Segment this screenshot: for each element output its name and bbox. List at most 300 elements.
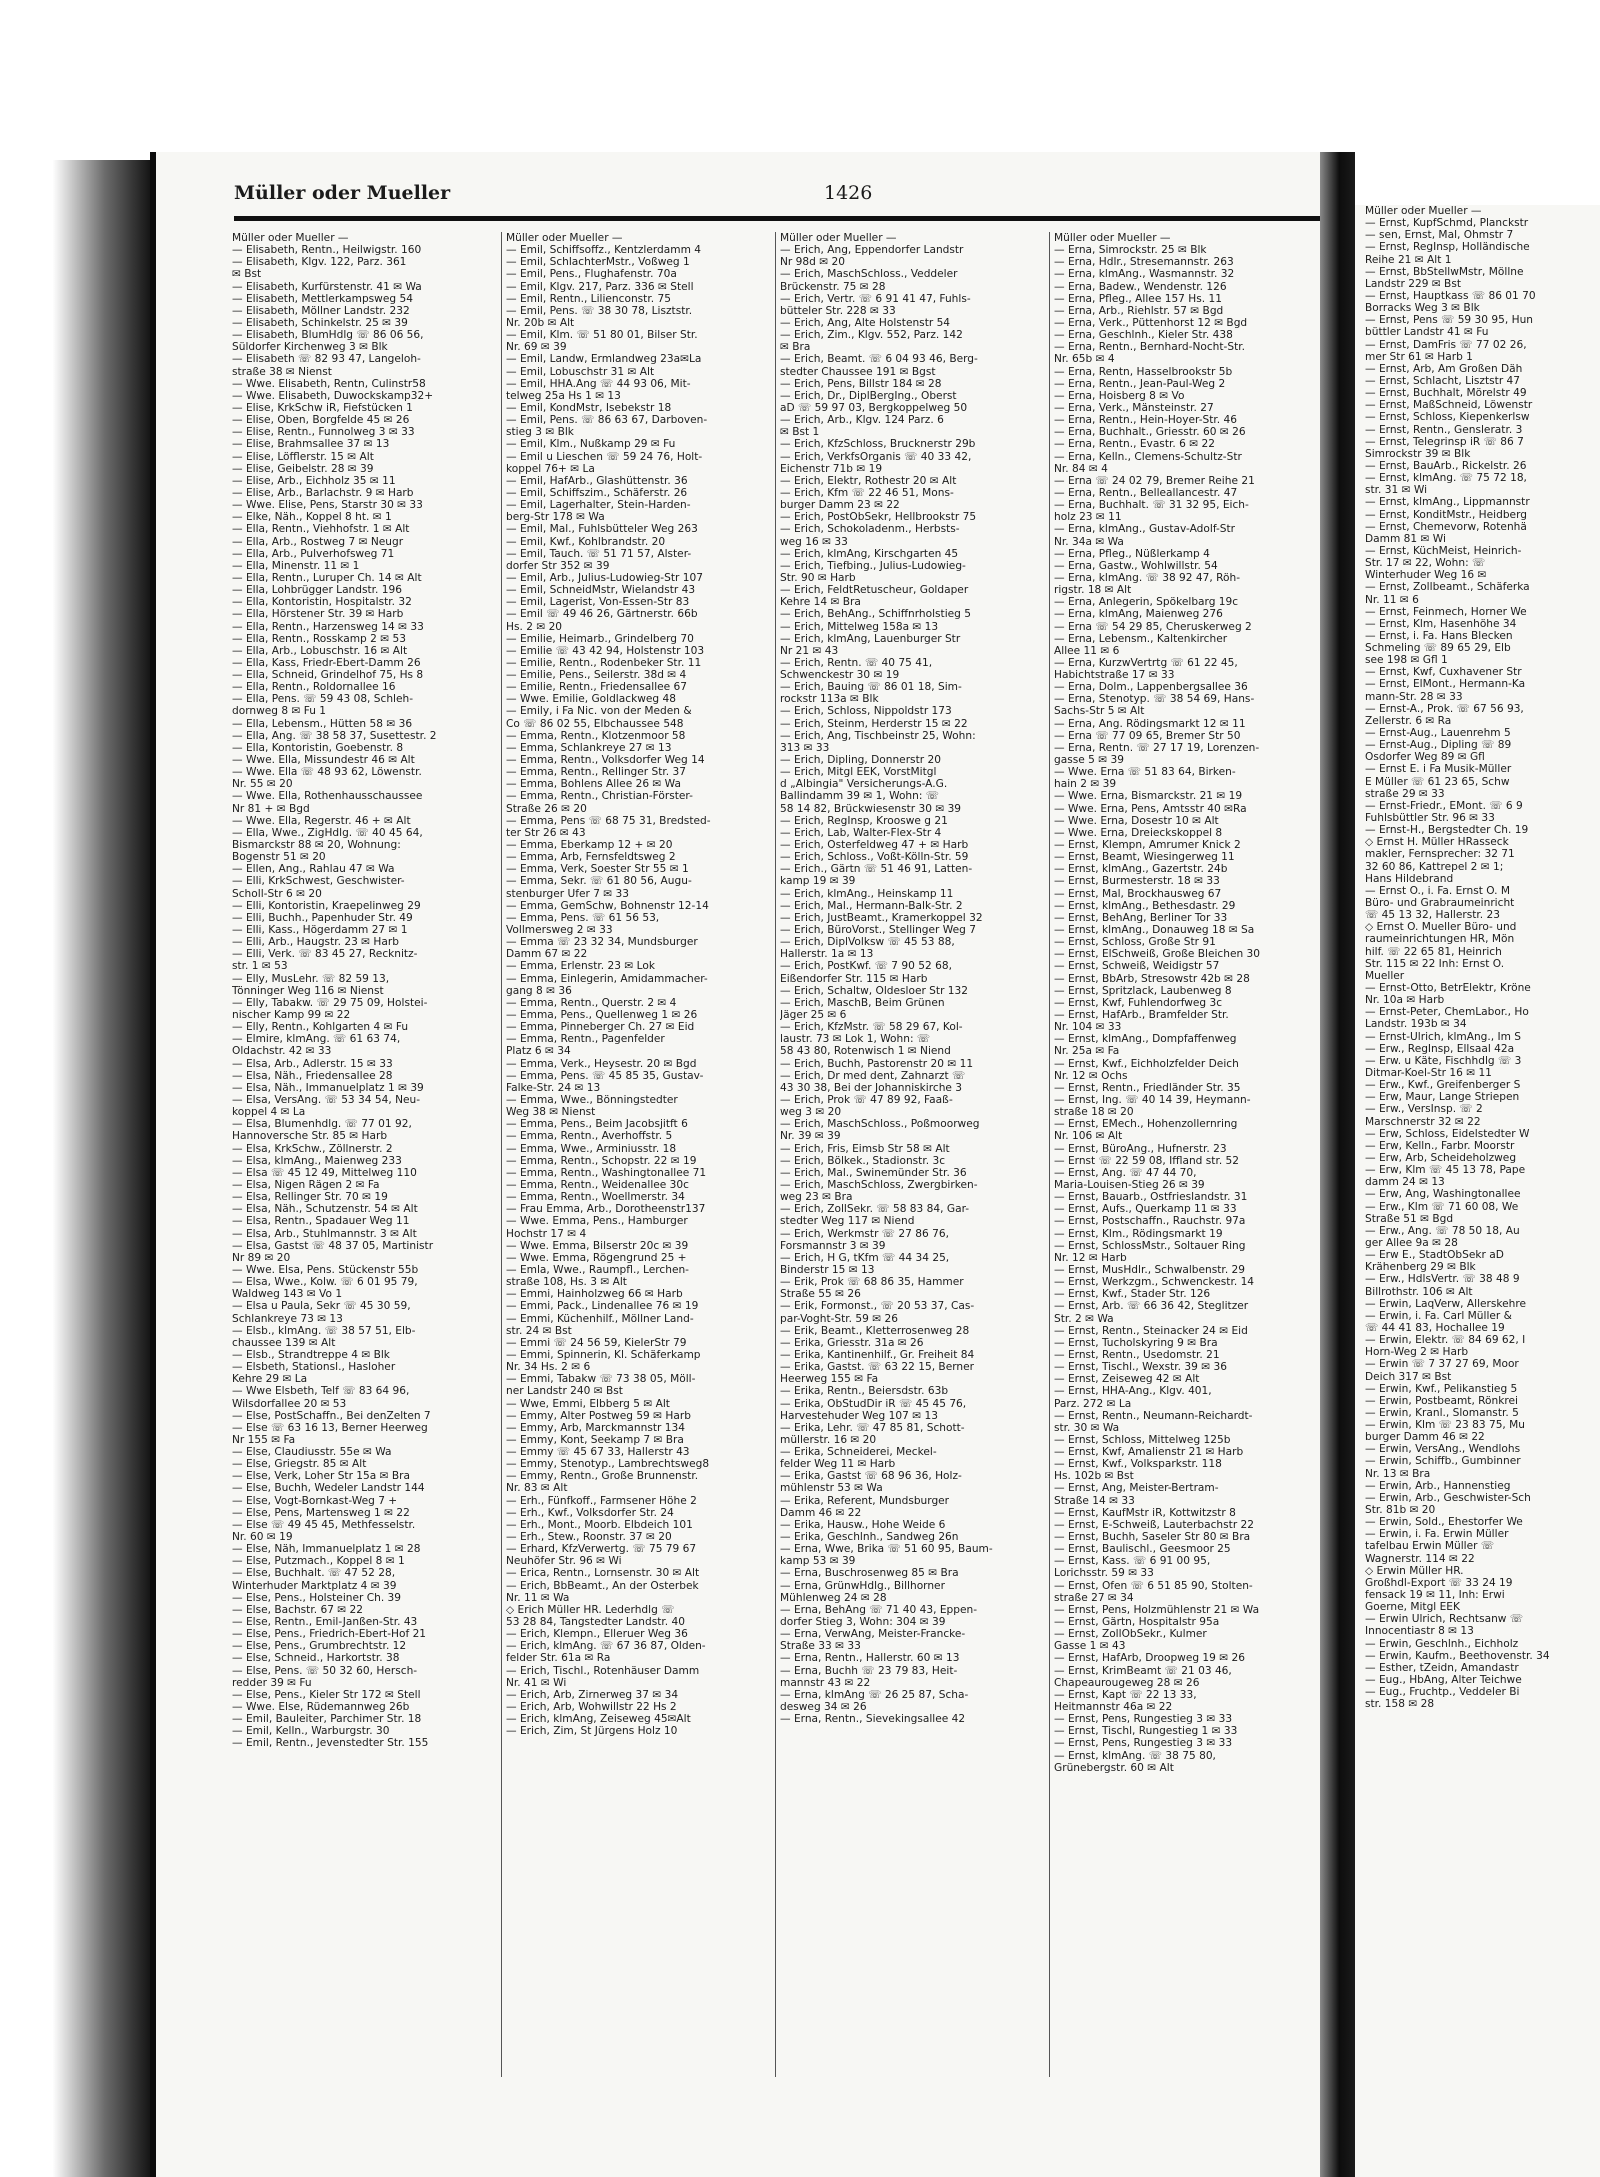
directory-entry: Fuhlsbüttler Str. 96 ✉ 33: [1365, 812, 1495, 825]
directory-entry: Straße 51 ✉ Bgd: [1365, 1212, 1454, 1225]
directory-entry: — Erwin, Arb., Hannenstieg: [1365, 1479, 1511, 1492]
directory-entry: — Erich, Fris, Eimsb Str 58 ✉ Alt: [780, 1142, 950, 1155]
directory-entry: — Erika, Gastst. ☏ 63 22 15, Berner: [780, 1361, 974, 1374]
directory-entry: — Erika, Lehr. ☏ 47 85 81, Schott-: [780, 1421, 965, 1434]
directory-entry: — Ella, Rentn., Viehhofstr. 1 ✉ Alt: [232, 523, 410, 536]
directory-entry: Marschnerstr 32 ✉ 22: [1365, 1115, 1481, 1128]
directory-entry: — Erich, MaschB, Beim Grünen: [780, 996, 945, 1009]
directory-entry: — Erwin, Klm ☏ 23 83 75, Mu: [1365, 1419, 1526, 1432]
directory-entry: — Erwin, Schiffb., Gumbinner: [1365, 1455, 1521, 1468]
directory-entry: weg 16 ✉ 33: [780, 535, 848, 548]
directory-entry: — Erich, Mal., Swinemünder Str. 36: [780, 1166, 967, 1179]
directory-entry: — Wwe. Ella ☏ 48 93 62, Löwenstr.: [232, 766, 422, 779]
directory-entry: büttler Landstr 41 ✉ Fu: [1365, 326, 1489, 339]
directory-entry: — Ernst, Schloss, Mittelweg 125b: [1054, 1433, 1231, 1446]
directory-entry: — Else, Claudiusstr. 55e ✉ Wa: [232, 1446, 392, 1459]
directory-entry: — Elise, Oben, Borgfelde 45 ✉ 26: [232, 414, 410, 427]
directory-entry: — Ella, Arb., Rostweg 7 ✉ Neugr: [232, 535, 404, 548]
directory-entry: ner Landstr 240 ✉ Bst: [506, 1385, 623, 1398]
directory-entry: dorfer Str 352 ✉ 39: [506, 559, 610, 572]
directory-entry: 313 ✉ 33: [780, 741, 830, 754]
directory-entry: — Emmi, Spinnerin, Kl. Schäferkamp: [506, 1348, 701, 1361]
directory-entry: — Ernst, SchlossMstr., Soltauer Ring: [1054, 1239, 1246, 1252]
directory-entry: Süldorfer Kirchenweg 3 ✉ Blk: [232, 341, 388, 354]
scanner-edge-shadow: [0, 160, 150, 2177]
directory-entry: — Ernst, MaßSchneid, Löwenstr: [1365, 399, 1533, 412]
directory-entry: — Erwin Ulrich, Rechtsanw ☏: [1365, 1613, 1524, 1626]
directory-entry: str. 30 ✉ Wa: [1054, 1421, 1120, 1434]
directory-entry: Bogenstr 51 ✉ 20: [232, 851, 326, 864]
directory-entry: Neuhöfer Str. 96 ✉ Wi: [506, 1555, 622, 1568]
directory-entry: Eichenstr 71b ✉ 19: [780, 462, 883, 475]
directory-entry: — Erich, KfzSchloss, Brucknerstr 29b: [780, 438, 976, 451]
directory-entry: — Erwin ☏ 7 37 27 69, Moor: [1365, 1358, 1519, 1371]
directory-entry: — Erik, Prok ☏ 68 86 35, Hammer: [780, 1276, 964, 1289]
directory-entry: — Emil, Lagerhalter, Stein-Harden-: [506, 499, 691, 512]
directory-entry: — Erna, Kelln., Clemens-Schultz-Str: [1054, 450, 1242, 463]
directory-column-3: [780, 232, 1048, 1725]
directory-entry: par-Voght-Str. 59 ✉ 26: [780, 1312, 898, 1325]
directory-entry: — Ellen, Ang., Rahlau 47 ✉ Wa: [232, 863, 395, 876]
directory-entry: — Erwin, i. Fa. Erwin Müller: [1365, 1528, 1509, 1541]
directory-entry: mühlenstr 53 ✉ Wa: [780, 1482, 883, 1495]
directory-entry: — Emma, Rentn., Rellinger Str. 37: [506, 766, 686, 779]
directory-entry: — Erna, Rentn., Belleallancestr. 47: [1054, 486, 1238, 499]
directory-entry: — Emma, Pens., Beim Jacobsjitft 6: [506, 1118, 688, 1131]
directory-entry: — Emil, Klm. ☏ 51 80 01, Bilser Str.: [506, 329, 698, 342]
directory-entry: — Ernst, Gärtn, Hospitalstr 95a: [1054, 1616, 1220, 1629]
directory-entry: holz 23 ✉ 11: [1054, 511, 1122, 524]
directory-entry: — Erich, Bauing ☏ 86 01 18, Sim-: [780, 681, 962, 694]
directory-entry: — Emma, Schlankreye 27 ✉ 13: [506, 741, 672, 754]
directory-entry: — Ernst, Tischl., Wexstr. 39 ✉ 36: [1054, 1361, 1227, 1374]
directory-entry: — Ernst, klmAng. ☏ 75 72 18,: [1365, 472, 1527, 485]
directory-entry: — Emil, Kelln., Warburgstr. 30: [232, 1725, 390, 1738]
directory-entry: Weg 38 ✉ Nienst: [506, 1106, 596, 1119]
directory-entry: Schwenckestr 30 ✉ 19: [780, 669, 900, 682]
directory-entry: Nr. 11 ✉ 6: [1365, 593, 1419, 606]
directory-entry: Nr 81 + ✉ Bgd: [232, 802, 310, 815]
directory-entry: — Erika, Griesstr. 31a ✉ 26: [780, 1336, 924, 1349]
directory-column-4: [1054, 232, 1322, 1774]
directory-entry: — Emil ☏ 49 46 26, Gärtnerstr. 66b: [506, 608, 698, 621]
directory-entry: mannstr 43 ✉ 22: [780, 1676, 871, 1689]
directory-entry: — Emilie, Rentn., Friedensallee 67: [506, 681, 688, 694]
directory-entry: chaussee 139 ✉ Alt: [232, 1336, 336, 1349]
directory-entry: Horn-Weg 2 ✉ Harb: [1365, 1346, 1469, 1359]
directory-entry: — Ernst, ElMont., Hermann-Ka: [1365, 678, 1526, 691]
directory-entry: — Else, Pens., Holsteiner Ch. 39: [232, 1591, 402, 1604]
directory-entry: — Wwe. Erna, Bismarckstr. 21 ✉ 19: [1054, 790, 1243, 803]
directory-entry: — Erna, Gastw., Wohlwillstr. 54: [1054, 559, 1218, 572]
directory-entry: — Ernst, Pens, Rungestieg 3 ✉ 33: [1054, 1713, 1233, 1726]
directory-entry: Co ☏ 86 02 55, Elbchaussee 548: [506, 717, 684, 730]
directory-entry: — Erich, Prok ☏ 47 89 92, Faaß-: [780, 1093, 953, 1106]
directory-entry: 53 28 84, Tangstedter Landstr. 40: [506, 1616, 685, 1629]
directory-entry: 58 43 80, Rotenwisch 1 ✉ Niend: [780, 1045, 951, 1058]
directory-entry: Hochstr 17 ✉ 4: [506, 1227, 587, 1240]
directory-entry: — Erna, Buchh ☏ 23 79 83, Heit-: [780, 1664, 958, 1677]
directory-entry: — Erik, Formonst., ☏ 20 53 37, Cas-: [780, 1300, 975, 1313]
directory-entry: — Erich, Klempn., Elleruer Weg 36: [506, 1628, 688, 1641]
directory-entry: — Wwe. Ella, Rothenhausschaussee: [232, 790, 423, 803]
page-header: [234, 178, 1314, 214]
directory-entry: — Emmi ☏ 24 56 59, KielerStr 79: [506, 1336, 687, 1349]
directory-entry: — Erich, Werkmstr ☏ 27 86 76,: [780, 1227, 949, 1240]
directory-entry: Nr. 25a ✉ Fa: [1054, 1045, 1120, 1058]
directory-entry: — Ernst, Tischl, Rungestieg 1 ✉ 33: [1054, 1725, 1238, 1738]
directory-entry: — Emma, Rentn., Klotzenmoor 58: [506, 729, 686, 742]
directory-entry: — Emma ☏ 23 32 34, Mundsburger: [506, 936, 698, 949]
directory-entry: — Erw, Ang, Washingtonallee: [1365, 1188, 1521, 1201]
directory-entry: — Erw., Ang. ☏ 78 50 18, Au: [1365, 1224, 1520, 1237]
directory-entry: — Elsa ☏ 45 12 49, Mittelweg 110: [232, 1166, 417, 1179]
directory-entry: — Else, Schneid., Harkortstr. 38: [232, 1652, 400, 1665]
directory-entry: nischer Kamp 99 ✉ 22: [232, 1009, 351, 1021]
directory-entry: — Else ☏ 49 45 45, Methfesselstr.: [232, 1518, 416, 1531]
directory-entry: — Erik, Beamt., Kletterrosenweg 28: [780, 1324, 970, 1337]
facing-page-column: [1365, 205, 1600, 1710]
directory-entry: — Erna, Pfleg., Nüßlerkamp 4: [1054, 547, 1210, 560]
directory-entry: — Ernst, Kwf, Cuxhavener Str: [1365, 666, 1522, 679]
directory-entry: — Erich, Ang, Alte Holstenstr 54: [780, 316, 951, 329]
directory-entry: — Erna, Verk., Mänsteinstr. 27: [1054, 401, 1214, 414]
directory-entry: — Elli, Arb., Haugstr. 23 ✉ Harb: [232, 936, 399, 949]
directory-entry: Osdorfer Weg 89 ✉ Gfl: [1365, 751, 1485, 764]
directory-entry: — Ernst, Tucholskyring 9 ✉ Bra: [1054, 1336, 1218, 1349]
directory-entry: — Ernst-Ulrich, klmAng., Im S: [1365, 1030, 1522, 1043]
directory-entry: — Elisabeth, Rentn., Heilwigstr. 160: [232, 244, 422, 257]
directory-entry: Winterhuder Marktplatz 4 ✉ 39: [232, 1579, 397, 1592]
directory-entry: — Elsb., Strandtreppe 4 ✉ Blk: [232, 1348, 390, 1361]
directory-entry: — Ernst, Ang. ☏ 47 44 70,: [1054, 1166, 1197, 1179]
column-heading: Müller oder Mueller —: [1365, 205, 1482, 217]
directory-entry: Straße 14 ✉ 33: [1054, 1494, 1135, 1507]
directory-entry: — Elise, Arb., Barlachstr. 9 ✉ Harb: [232, 486, 414, 499]
directory-entry: Nr. 69 ✉ 39: [506, 341, 567, 354]
directory-entry: — Erna, Geschlnh., Kieler Str. 438: [1054, 329, 1233, 342]
directory-entry: — Elli, Buchh., Papenhuder Str. 49: [232, 911, 413, 924]
directory-entry: felder Weg 11 ✉ Harb: [780, 1458, 896, 1471]
directory-entry: — sen, Ernst, Mal, Ohmstr 7: [1365, 229, 1514, 242]
directory-entry: Eißendorfer Str. 115 ✉ Harb: [780, 972, 928, 985]
directory-entry: — Erw., Kwf., Greifenberger S: [1365, 1079, 1521, 1092]
directory-entry: — Erich, Dr med dent, Zahnarzt ☏: [780, 1069, 966, 1082]
directory-entry: Nr. 34 Hs. 2 ✉ 6: [506, 1361, 591, 1374]
directory-entry: — Emma, Pens ☏ 68 75 31, Bredsted-: [506, 814, 711, 827]
directory-entry: Billrothstr. 106 ✉ Alt: [1365, 1285, 1473, 1298]
directory-column-2: [506, 232, 774, 1737]
directory-entry: — Ernst, Klm., Rödingsmarkt 19: [1054, 1227, 1223, 1240]
directory-entry: — Erh., Stew., Roonstr. 37 ✉ 20: [506, 1531, 672, 1544]
directory-entry: — Ernst, Rentn., Steinacker 24 ✉ Eid: [1054, 1324, 1248, 1337]
directory-entry: — Emilie ☏ 43 42 94, Holstenstr 103: [506, 644, 705, 657]
directory-entry: — Erich, Tischl., Rotenhäuser Damm: [506, 1664, 700, 1677]
directory-entry: — Ernst, klmAng., Lippmannstr: [1365, 496, 1530, 509]
directory-entry: — Ernst, Schlacht, Lisztstr 47: [1365, 374, 1521, 387]
directory-entry: — Else, PostSchaffn., Bei denZelten 7: [232, 1409, 431, 1422]
directory-entry: — Erich, klmAng., Heinskamp 11: [780, 887, 954, 900]
directory-entry: — Erich, KfzMstr. ☏ 58 29 67, Kol-: [780, 1021, 963, 1034]
directory-entry: Borracks Weg 3 ✉ Blk: [1365, 302, 1480, 315]
directory-entry: — Erich, Ang, Eppendorfer Landstr: [780, 244, 964, 257]
directory-entry: — Emma, Rentn., Volksdorfer Weg 14: [506, 754, 705, 767]
directory-entry: — Erich, Dr., DiplBergIng., Oberst: [780, 389, 957, 402]
directory-entry: see 198 ✉ Gfl 1: [1365, 654, 1448, 667]
directory-entry: Deich 317 ✉ Bst: [1365, 1370, 1452, 1383]
directory-entry: — Erika, Gastst ☏ 68 96 36, Holz-: [780, 1470, 962, 1483]
directory-entry: — Emma, Verk, Soester Str 55 ✉ 1: [506, 863, 689, 876]
directory-entry: — Erna, KurzwVertrtg ☏ 61 22 45,: [1054, 656, 1238, 669]
directory-entry: — Erna, Badew., Wendenstr. 126: [1054, 280, 1227, 293]
directory-entry: Kehre 14 ✉ Bra: [780, 596, 861, 609]
directory-entry: — Ernst, Feinmech, Horner We: [1365, 605, 1527, 618]
directory-entry: — Ernst, Buchhalt, Mörelstr 49: [1365, 387, 1527, 400]
directory-entry: — Emmy, Alter Postweg 59 ✉ Harb: [506, 1409, 691, 1422]
directory-entry: Chapeaurougeweg 28 ✉ 26: [1054, 1676, 1200, 1689]
directory-entry: — Erna, Hdlr., Stresemannstr. 263: [1054, 256, 1234, 269]
directory-entry: — Emily, i Fa Nic. von der Meden &: [506, 705, 692, 718]
directory-entry: — Erich, RegInsp, Krooswe g 21: [780, 814, 948, 827]
directory-entry: — Emilie, Pens., Seilerstr. 38d ✉ 4: [506, 669, 687, 682]
directory-entry: koppel 76+ ✉ La: [506, 462, 595, 475]
directory-entry: — Emil, Pens., Flughafenstr. 70a: [506, 268, 677, 281]
directory-entry: — Erich, Elektr, Rothestr 20 ✉ Alt: [780, 474, 957, 487]
directory-entry: mer Str 61 ✉ Harb 1: [1365, 350, 1473, 363]
directory-entry: bütteler Str. 228 ✉ 33: [780, 304, 896, 317]
directory-entry: Mueller: [1365, 969, 1405, 982]
directory-entry: — Ernst O., i. Fa. Ernst O. M: [1365, 884, 1511, 897]
directory-entry: fensack 19 ✉ 11, Inh: Erwi: [1365, 1589, 1505, 1602]
directory-entry: — Emma, Eberkamp 12 + ✉ 20: [506, 839, 673, 852]
directory-entry: Nr. 41 ✉ Wi: [506, 1676, 567, 1689]
directory-entry: Str. 17 ✉ 22, Wohn: ☏: [1365, 557, 1486, 570]
directory-entry: Ballindamm 39 ✉ 1, Wohn: ☏: [780, 790, 940, 803]
directory-entry: — Erna, Pfleg., Allee 157 Hs. 11: [1054, 292, 1222, 305]
directory-entry: — Else, Pens., Kieler Str 172 ✉ Stell: [232, 1688, 421, 1701]
directory-entry: — Ernst, Klm, Hasenhöhe 34: [1365, 617, 1517, 630]
directory-entry: weg 23 ✉ Bra: [780, 1191, 853, 1204]
directory-entry: makler, Fernsprecher: 32 71: [1365, 848, 1515, 861]
directory-entry: — Erich, Steinm, Herderstr 15 ✉ 22: [780, 717, 968, 730]
directory-entry: — Emil, SchlachterMstr., Voßweg 1: [506, 256, 690, 269]
directory-entry: — Emma, Wwe., Arminiusstr. 18: [506, 1142, 677, 1155]
directory-entry: — Emma, Einlegerin, Amidammacher-: [506, 972, 708, 985]
directory-entry: — Erna, Wwe, Brika ☏ 51 60 95, Baum-: [780, 1543, 993, 1556]
column-heading: Müller oder Mueller —: [780, 232, 897, 244]
directory-entry: — Ernst, Kwf., Eichholzfelder Deich: [1054, 1057, 1239, 1070]
directory-entry: — Ernst, Buchh, Saseler Str 80 ✉ Bra: [1054, 1531, 1251, 1544]
directory-entry: straße 29 ✉ 33: [1365, 787, 1445, 800]
directory-entry: — Emil, Tauch. ☏ 51 71 57, Alster-: [506, 547, 692, 560]
directory-entry: — Erich, MaschSchloss, Zwergbirken-: [780, 1178, 978, 1191]
directory-entry: — Wwe Elsbeth, Telf ☏ 83 64 96,: [232, 1385, 410, 1398]
directory-entry: hain 2 ✉ 39: [1054, 778, 1117, 791]
directory-entry: — Elise, KrkSchw iR, Fiefstücken 1: [232, 401, 413, 414]
directory-entry: — Ella, Lohbrügger Landstr. 196: [232, 584, 403, 597]
column-rule: [1049, 232, 1050, 2077]
directory-entry: — Erna, Stenotyp. ☏ 38 54 69, Hans-: [1054, 693, 1255, 706]
directory-entry: — Erw., VersInsp. ☏ 2: [1365, 1103, 1483, 1116]
directory-entry: Zellerstr. 6 ✉ Ra: [1365, 714, 1452, 727]
directory-entry: — Ella, Arb., Lobuschstr. 16 ✉ Alt: [232, 644, 408, 657]
directory-entry: E Müller ☏ 61 23 65, Schw: [1365, 775, 1510, 788]
directory-entry: — Ernst, Aufs., Querkamp 11 ✉ 33: [1054, 1203, 1237, 1216]
directory-entry: — Erna, VerwAng, Meister-Francke-: [780, 1628, 966, 1641]
directory-entry: Harvestehuder Weg 107 ✉ 13: [780, 1409, 938, 1422]
directory-entry: — Erich, Bölkek., Stadionstr. 3c: [780, 1154, 946, 1167]
directory-entry: — Wwe. Else, Rüdemannweg 26b: [232, 1701, 410, 1714]
directory-entry: koppel 4 ✉ La: [232, 1106, 306, 1119]
directory-entry: straße 108, Hs. 3 ✉ Alt: [506, 1276, 627, 1289]
directory-entry: Hs. 2 ✉ 20: [506, 620, 563, 633]
directory-entry: — Erich, Schokoladenm., Herbsts-: [780, 523, 960, 536]
directory-entry: ✉ Bra: [780, 341, 811, 354]
directory-entry: — Erich, Tiefbing., Julius-Ludowieg-: [780, 559, 966, 572]
directory-entry: — Emmi, Tabakw ☏ 73 38 05, Möll-: [506, 1373, 696, 1386]
directory-entry: — Ernst, Kwf., Stader Str. 126: [1054, 1288, 1211, 1301]
directory-entry: — Erich, BüroVorst., Stellinger Weg 7: [780, 924, 976, 937]
directory-entry: — Erich, JustBeamt., Kramerkoppel 32: [780, 911, 983, 924]
column-heading: Müller oder Mueller —: [232, 232, 349, 244]
directory-entry: — Erich, PostObSekr, Hellbrookstr 75: [780, 511, 977, 524]
directory-entry: — Erich, klmAng. ☏ 67 36 87, Olden-: [506, 1640, 706, 1653]
directory-entry: — Ernst, Schloss, Große Str 91: [1054, 936, 1216, 949]
directory-entry: — Wwe. Emma, Rögengrund 25 +: [506, 1251, 687, 1264]
directory-entry: — Erica, Rentn., Lornsenstr. 30 ✉ Alt: [506, 1567, 700, 1580]
directory-entry: — Erna, Hoisberg 8 ✉ Vo: [1054, 389, 1185, 402]
directory-entry: — Wwe. Erna, Dosestr 10 ✉ Alt: [1054, 814, 1219, 827]
directory-entry: — Erich, H G, tKfm ☏ 44 34 25,: [780, 1251, 950, 1264]
directory-entry: — Ernst, Hauptkass ☏ 86 01 70: [1365, 289, 1536, 302]
directory-entry: — Ernst-Aug., Lauenrehm 5: [1365, 727, 1511, 740]
directory-entry: — Ella, Ang. ☏ 38 58 37, Susettestr. 2: [232, 729, 437, 742]
directory-entry: — Erich, Schloss, Nippoldstr 173: [780, 705, 952, 718]
directory-entry: — Ernst, DamFris ☏ 77 02 26,: [1365, 338, 1527, 351]
directory-entry: — Eug., HbAng, Alter Teichwe: [1365, 1674, 1522, 1687]
directory-entry: — Erw., Klm ☏ 71 60 08, We: [1365, 1200, 1519, 1213]
directory-entry: — Ernst, Ang, Meister-Bertram-: [1054, 1482, 1219, 1495]
directory-entry: — Elise, Brahmsallee 37 ✉ 13: [232, 438, 390, 451]
directory-entry: — Ernst, KrimBeamt ☏ 21 03 46,: [1054, 1664, 1232, 1677]
directory-entry: — Elise, Löfflerstr. 15 ✉ Alt: [232, 450, 374, 463]
directory-entry: — Emil, Rentn., Jevenstedter Str. 155: [232, 1737, 429, 1750]
directory-entry: — Emmy, Rentn., Große Brunnenstr.: [506, 1470, 699, 1483]
directory-entry: Nr 89 ✉ 20: [232, 1251, 291, 1264]
directory-entry: — Ernst, Kwf, Amalienstr 21 ✉ Harb: [1054, 1446, 1244, 1459]
directory-entry: — Ernst, klmAng., Dompfaffenweg: [1054, 1033, 1237, 1046]
directory-entry: ◇ Erwin Müller HR.: [1365, 1564, 1464, 1577]
directory-entry: — Elli, Kontoristin, Kraepelinweg 29: [232, 899, 421, 912]
directory-entry: — Emma, Arb, Fernsfeldtsweg 2: [506, 851, 676, 864]
directory-entry: ◇ Ernst H. Müller HRasseck: [1365, 836, 1509, 849]
directory-entry: — Emma, Rentn., Querstr. 2 ✉ 4: [506, 996, 677, 1009]
directory-entry: Str. 81b ✉ 20: [1365, 1504, 1436, 1517]
directory-entry: — Wwe. Elise, Pens, Starstr 30 ✉ 33: [232, 499, 423, 512]
directory-entry: Ditmar-Koel-Str 16 ✉ 11: [1365, 1066, 1492, 1079]
directory-entry: — Erich, klmAng, Kirschgarten 45: [780, 547, 959, 560]
directory-entry: Nr. 10a ✉ Harb: [1365, 994, 1445, 1007]
directory-entry: — Erika, Geschlnh., Sandweg 26n: [780, 1531, 959, 1544]
directory-entry: str. 31 ✉ Wi: [1365, 484, 1428, 497]
directory-entry: — Ernst, E-Schweiß, Lauterbachstr 22: [1054, 1518, 1255, 1531]
directory-entry: — Else, Putzmach., Koppel 8 ✉ 1: [232, 1555, 405, 1568]
directory-entry: Platz 6 ✉ 34: [506, 1045, 571, 1058]
directory-entry: — Ernst, Arb, Am Großen Däh: [1365, 362, 1523, 375]
directory-entry: — Erich, Arb., Klgv. 124 Parz. 6: [780, 414, 944, 427]
directory-entry: — Else, Buchhalt. ☏ 47 52 28,: [232, 1567, 396, 1580]
directory-entry: — Erich., Gärtn ☏ 51 46 91, Latten-: [780, 863, 973, 876]
directory-entry: — Ernst, KonditMstr., Heidberg: [1365, 508, 1527, 521]
directory-entry: — Emmi, Hainholzweg 66 ✉ Harb: [506, 1288, 683, 1301]
directory-entry: — Ernst, BbArb, Stresowstr 42b ✉ 28: [1054, 972, 1250, 985]
directory-entry: — Emil, Pens. ☏ 38 30 78, Lisztstr.: [506, 304, 693, 317]
directory-entry: — Erich, Zim, St Jürgens Holz 10: [506, 1725, 678, 1738]
directory-entry: Falke-Str. 24 ✉ 13: [506, 1081, 601, 1094]
directory-entry: — Erich, VerkfsOrganis ☏ 40 33 42,: [780, 450, 972, 463]
directory-entry: ✉ Bst: [232, 268, 262, 281]
directory-entry: — Ella, Rentn., Harzensweg 14 ✉ 33: [232, 620, 424, 633]
directory-entry: — Emil, Mal., Fuhlsbütteler Weg 263: [506, 523, 698, 536]
directory-entry: — Emil, Kwf., Kohlbrandstr. 20: [506, 535, 666, 548]
directory-entry: — Wwe. Erna, Dreieckskoppel 8: [1054, 826, 1223, 839]
directory-entry: straße 18 ✉ 20: [1054, 1106, 1134, 1119]
directory-entry: — Erwin, i. Fa. Carl Müller &: [1365, 1309, 1512, 1322]
directory-entry: — Elly, Rentn., Kohlgarten 4 ✉ Fu: [232, 1021, 409, 1034]
directory-entry: — Wwe, Emmi, Elbberg 5 ✉ Alt: [506, 1397, 670, 1410]
directory-entry: — Elsa, Nigen Rägen 2 ✉ Fa: [232, 1178, 380, 1191]
directory-entry: Hannoversche Str. 85 ✉ Harb: [232, 1130, 388, 1143]
directory-entry: — Emmi, Küchenhilf., Möllner Land-: [506, 1312, 694, 1325]
directory-entry: — Ernst, Kwf., Volksparkstr. 118: [1054, 1458, 1222, 1471]
directory-entry: dornweg 8 ✉ Fu 1: [232, 705, 327, 718]
directory-entry: stedter Chaussee 191 ✉ Bgst: [780, 365, 936, 378]
directory-entry: — Ernst-Otto, BetrElektr, Kröne: [1365, 982, 1531, 994]
directory-entry: — Ernst, EMech., Hohenzollernring: [1054, 1118, 1238, 1131]
directory-entry: — Elsa, Arb., Adlerstr. 15 ✉ 33: [232, 1057, 393, 1070]
directory-entry: aD ☏ 59 97 03, Bergkoppelweg 50: [780, 401, 968, 414]
directory-entry: Nr. 11 ✉ Wa: [506, 1591, 570, 1604]
directory-entry: — Erna, Lebensm., Kaltenkircher: [1054, 632, 1228, 645]
directory-entry: — Elly, MusLehr. ☏ 82 59 13,: [232, 972, 390, 985]
directory-entry: Krähenberg 29 ✉ Blk: [1365, 1261, 1476, 1274]
directory-entry: — Ernst, MusHdlr., Schwalbenstr. 29: [1054, 1263, 1246, 1276]
directory-entry: ger Allee 9a ✉ 28: [1365, 1236, 1458, 1249]
directory-entry: felder Str. 61a ✉ Ra: [506, 1652, 611, 1665]
directory-entry: — Elisabeth, Kurfürstenstr. 41 ✉ Wa: [232, 280, 422, 293]
directory-entry: Str. 115 ✉ 22 Inh: Ernst O.: [1365, 957, 1505, 970]
directory-entry: — Erna, GrünwHdlg., Billhorner: [780, 1579, 945, 1592]
directory-entry: desweg 34 ✉ 26: [780, 1701, 867, 1714]
directory-entry: Hallerstr. 1a ✉ 13: [780, 948, 874, 961]
directory-entry: ◇ Ernst O. Mueller Büro- und: [1365, 921, 1517, 934]
directory-entry: — Elsa u Paula, Sekr ☏ 45 30 59,: [232, 1300, 411, 1313]
directory-entry: — Ernst, Ing. ☏ 40 14 39, Heymann-: [1054, 1093, 1251, 1106]
directory-entry: — Erich, DiplVolksw ☏ 45 53 88,: [780, 936, 955, 949]
directory-entry: — Elsa, Näh., Immanuelplatz 1 ✉ 39: [232, 1081, 424, 1094]
directory-entry: — Elmire, klmAng. ☏ 61 63 74,: [232, 1033, 401, 1046]
directory-entry: — Elisabeth, Möllner Landstr. 232: [232, 304, 410, 317]
directory-entry: — Ella, Kontoristin, Hospitalstr. 32: [232, 596, 412, 609]
directory-entry: — Wwe. Erna, Pens, Amtsstr 40 ✉Ra: [1054, 802, 1247, 815]
directory-entry: — Esther, tZeidn, Amandastr: [1365, 1661, 1519, 1674]
directory-entry: Straße 26 ✉ 20: [506, 802, 587, 815]
directory-entry: — Erich, MaschSchloss., Poßmoorweg: [780, 1118, 980, 1131]
directory-entry: Kehre 29 ✉ La: [232, 1373, 308, 1386]
directory-entry: — Erich, Rentn. ☏ 40 75 41,: [780, 656, 933, 669]
directory-entry: — Elli, Kass., Högerdamm 27 ✉ 1: [232, 924, 408, 937]
column-rule: [501, 232, 502, 2077]
